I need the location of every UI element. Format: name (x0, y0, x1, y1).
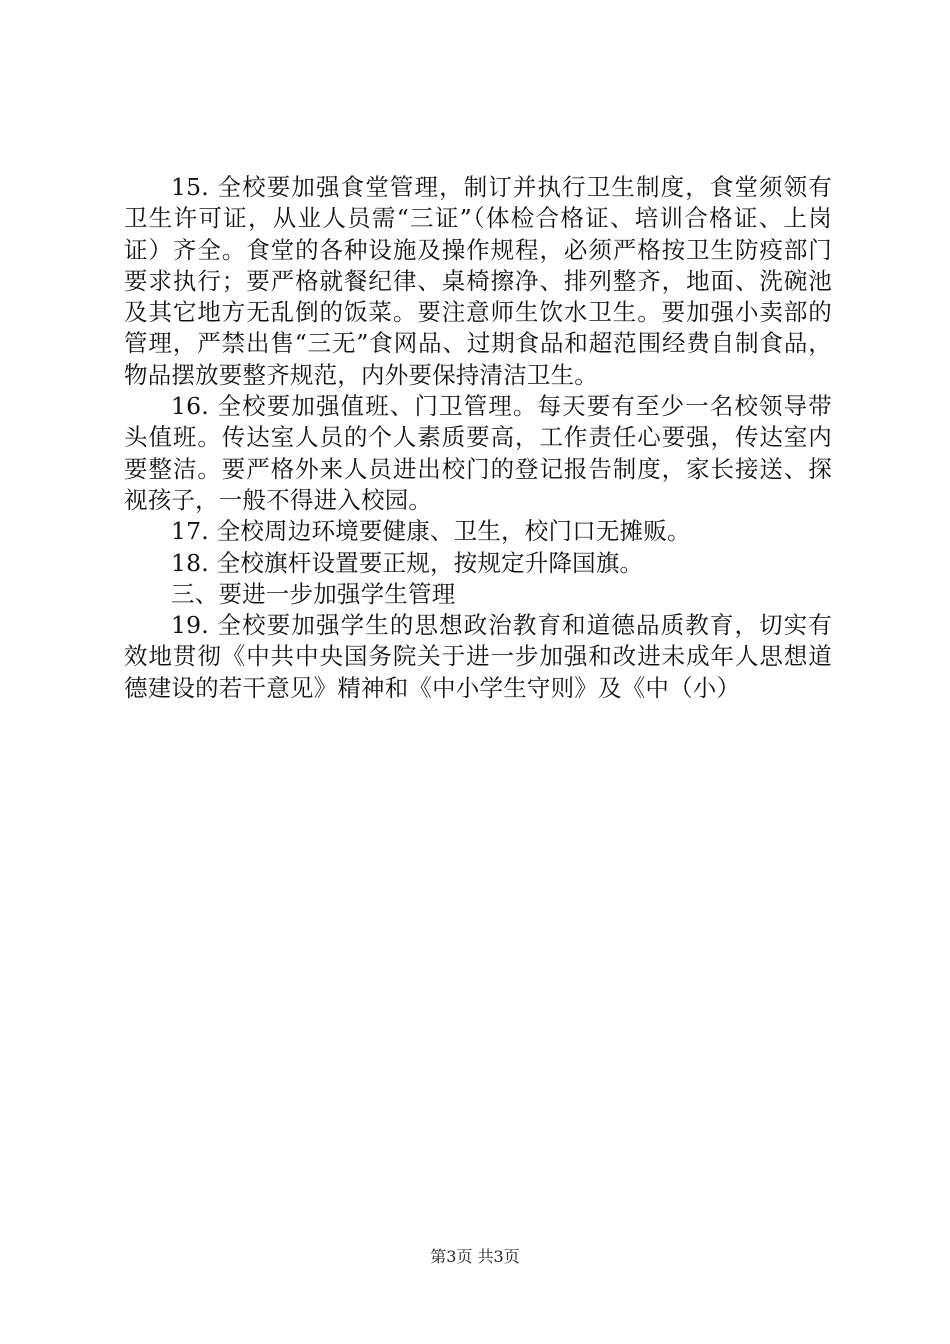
paragraph-16-duty: 16. 全校要加强值班、门卫管理。每天要有至少一名校领导带头值班。传达室人员的个人素质要高，工作责任心要强，传达室内要整洁。要严格外来人员进出校门的登记报告制度，家长接送、探视孩子，一般不得进入校园。 (124, 392, 832, 514)
page-number-footer: 第3页 共3页 (430, 1247, 520, 1266)
section-heading-student-management: 三、要进一步加强学生管理 (171, 579, 456, 608)
document-body (124, 172, 832, 704)
paragraph-19-education: 19. 全校要加强学生的思想政治教育和道德品质教育，切实有效地贯彻《中共中央国务院关于进一步加强和改进未成年人思想道德建设的若干意见》精神和《中小学生守则》及《中（小） (124, 611, 832, 702)
paragraph-18-flag: 18. 全校旗杆设置要正规，按规定升降国旗。 (171, 548, 644, 577)
paragraph-15-canteen: 15. 全校要加强食堂管理，制订并执行卫生制度，食堂须领有卫生许可证，从业人员需“三证”（体检合格证、培训合格证、上岗证）齐全。食堂的各种设施及操作规程，必须严格按卫生防疫部门要求执行；要严格就餐纪律、桌椅擦净、排列整齐，地面、洗碗池及其它地方无乱倒的饭菜。要注意师生饮水卫生。要加强小卖部的管理，严禁出售“三无”食网品、过期食品和超范围经费自制食品，物品摆放要整齐规范，内外要保持清洁卫生。 (124, 173, 832, 389)
paragraph-17-environment: 17. 全校周边环境要健康、卫生，校门口无摊贩。 (171, 517, 691, 546)
